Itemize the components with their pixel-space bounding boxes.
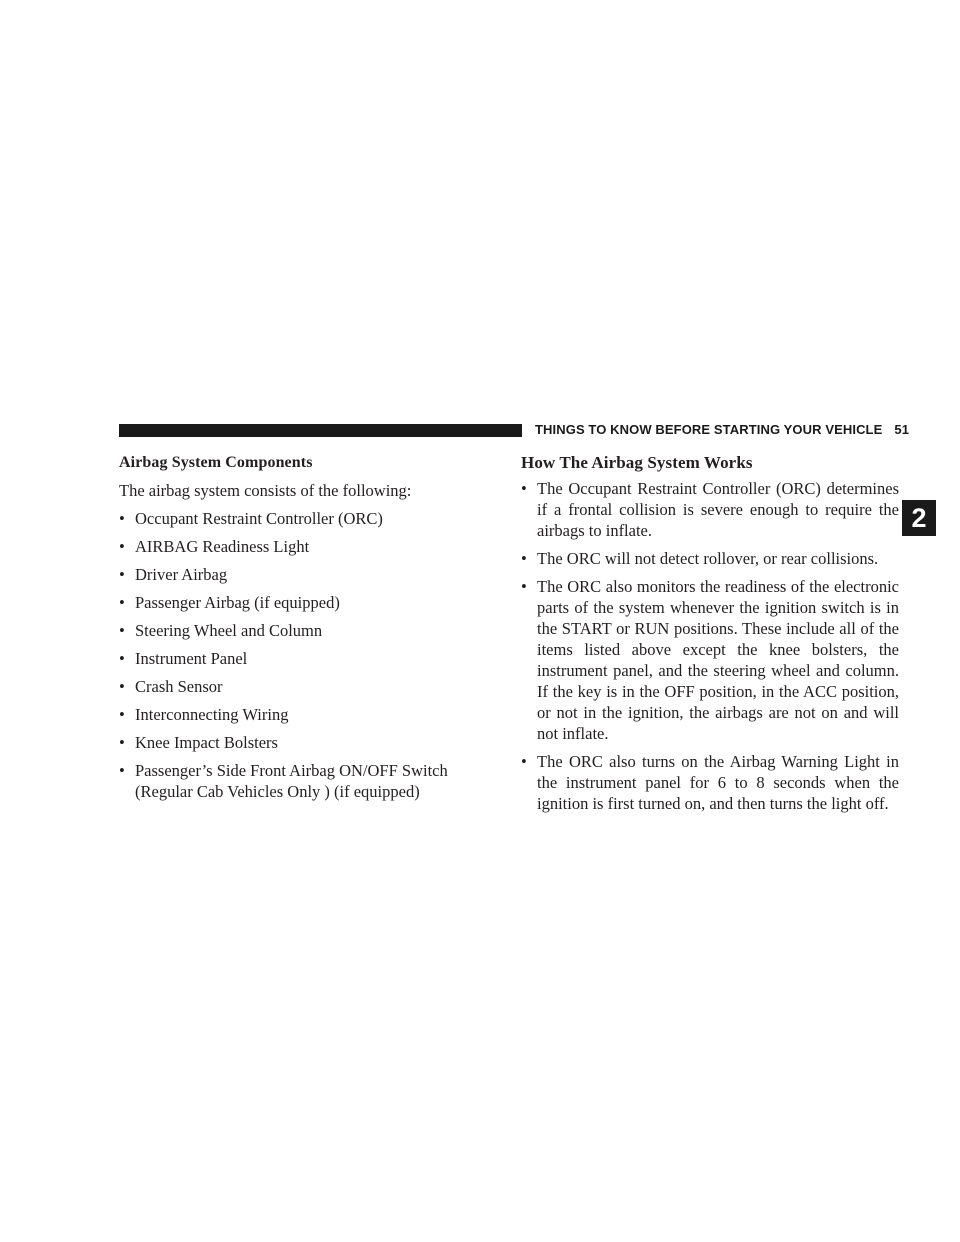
bullet-icon: •	[521, 479, 527, 498]
components-list	[119, 508, 501, 802]
bullet-icon: •	[119, 593, 125, 612]
right-column	[521, 452, 899, 814]
bullet-icon: •	[119, 537, 125, 556]
header-rule	[119, 424, 522, 437]
list-item: • Steering Wheel and Column	[119, 621, 323, 640]
bullet-icon: •	[521, 577, 527, 596]
list-item: • Driver Airbag	[119, 565, 228, 584]
list-item: • The Occupant Restraint Controller (ORC) determines if a frontal collision is severe enough to require the airbags to inflate.	[521, 479, 899, 540]
section-title: THINGS TO KNOW BEFORE STARTING YOUR VEHICLE	[535, 422, 883, 437]
list-item: • Passenger’s Side Front Airbag ON/OFF Switch (Regular Cab Vehicles Only ) (if equipped)	[119, 761, 448, 801]
running-header	[535, 421, 909, 439]
bullet-icon: •	[521, 752, 527, 771]
bullet-icon: •	[119, 761, 125, 780]
bullet-icon: •	[119, 677, 125, 696]
list-item: • The ORC also turns on the Airbag Warning Light in the instrument panel for 6 to 8 seconds when the ignition is first turned on, and then turns the light off.	[521, 752, 899, 813]
bullet-icon: •	[119, 509, 125, 528]
list-item: • Passenger Airbag (if equipped)	[119, 593, 340, 612]
components-intro: The airbag system consists of the following:	[119, 481, 412, 500]
list-item: • The ORC will not detect rollover, or rear collisions.	[521, 549, 879, 568]
bullet-icon: •	[119, 733, 125, 752]
list-item: • Interconnecting Wiring	[119, 705, 289, 724]
list-item: • Occupant Restraint Controller (ORC)	[119, 509, 383, 528]
bullet-icon: •	[119, 621, 125, 640]
left-column	[119, 452, 501, 802]
bullet-icon: •	[119, 649, 125, 668]
list-item: • Crash Sensor	[119, 677, 223, 696]
bullet-icon: •	[119, 705, 125, 724]
chapter-tab: 2	[902, 500, 936, 536]
components-heading: Airbag System Components	[119, 454, 313, 471]
how-it-works-list	[521, 478, 899, 814]
list-item: • The ORC also monitors the readiness of the electronic parts of the system whenever the ignition switch is in the START or RUN positions. These include all of the items listed above except the knee bolsters, the instrument panel, and the steering wheel and column. If the key is in the OFF position, in the ACC position, or not in the ignition, the airbags are not on and will not inflate.	[521, 577, 899, 743]
bullet-icon: •	[119, 565, 125, 584]
list-item: • Instrument Panel	[119, 649, 248, 668]
list-item: • AIRBAG Readiness Light	[119, 537, 310, 556]
list-item: • Knee Impact Bolsters	[119, 733, 278, 752]
page-number: 51	[894, 422, 910, 437]
how-it-works-heading: How The Airbag System Works	[521, 453, 753, 472]
bullet-icon: •	[521, 549, 527, 568]
